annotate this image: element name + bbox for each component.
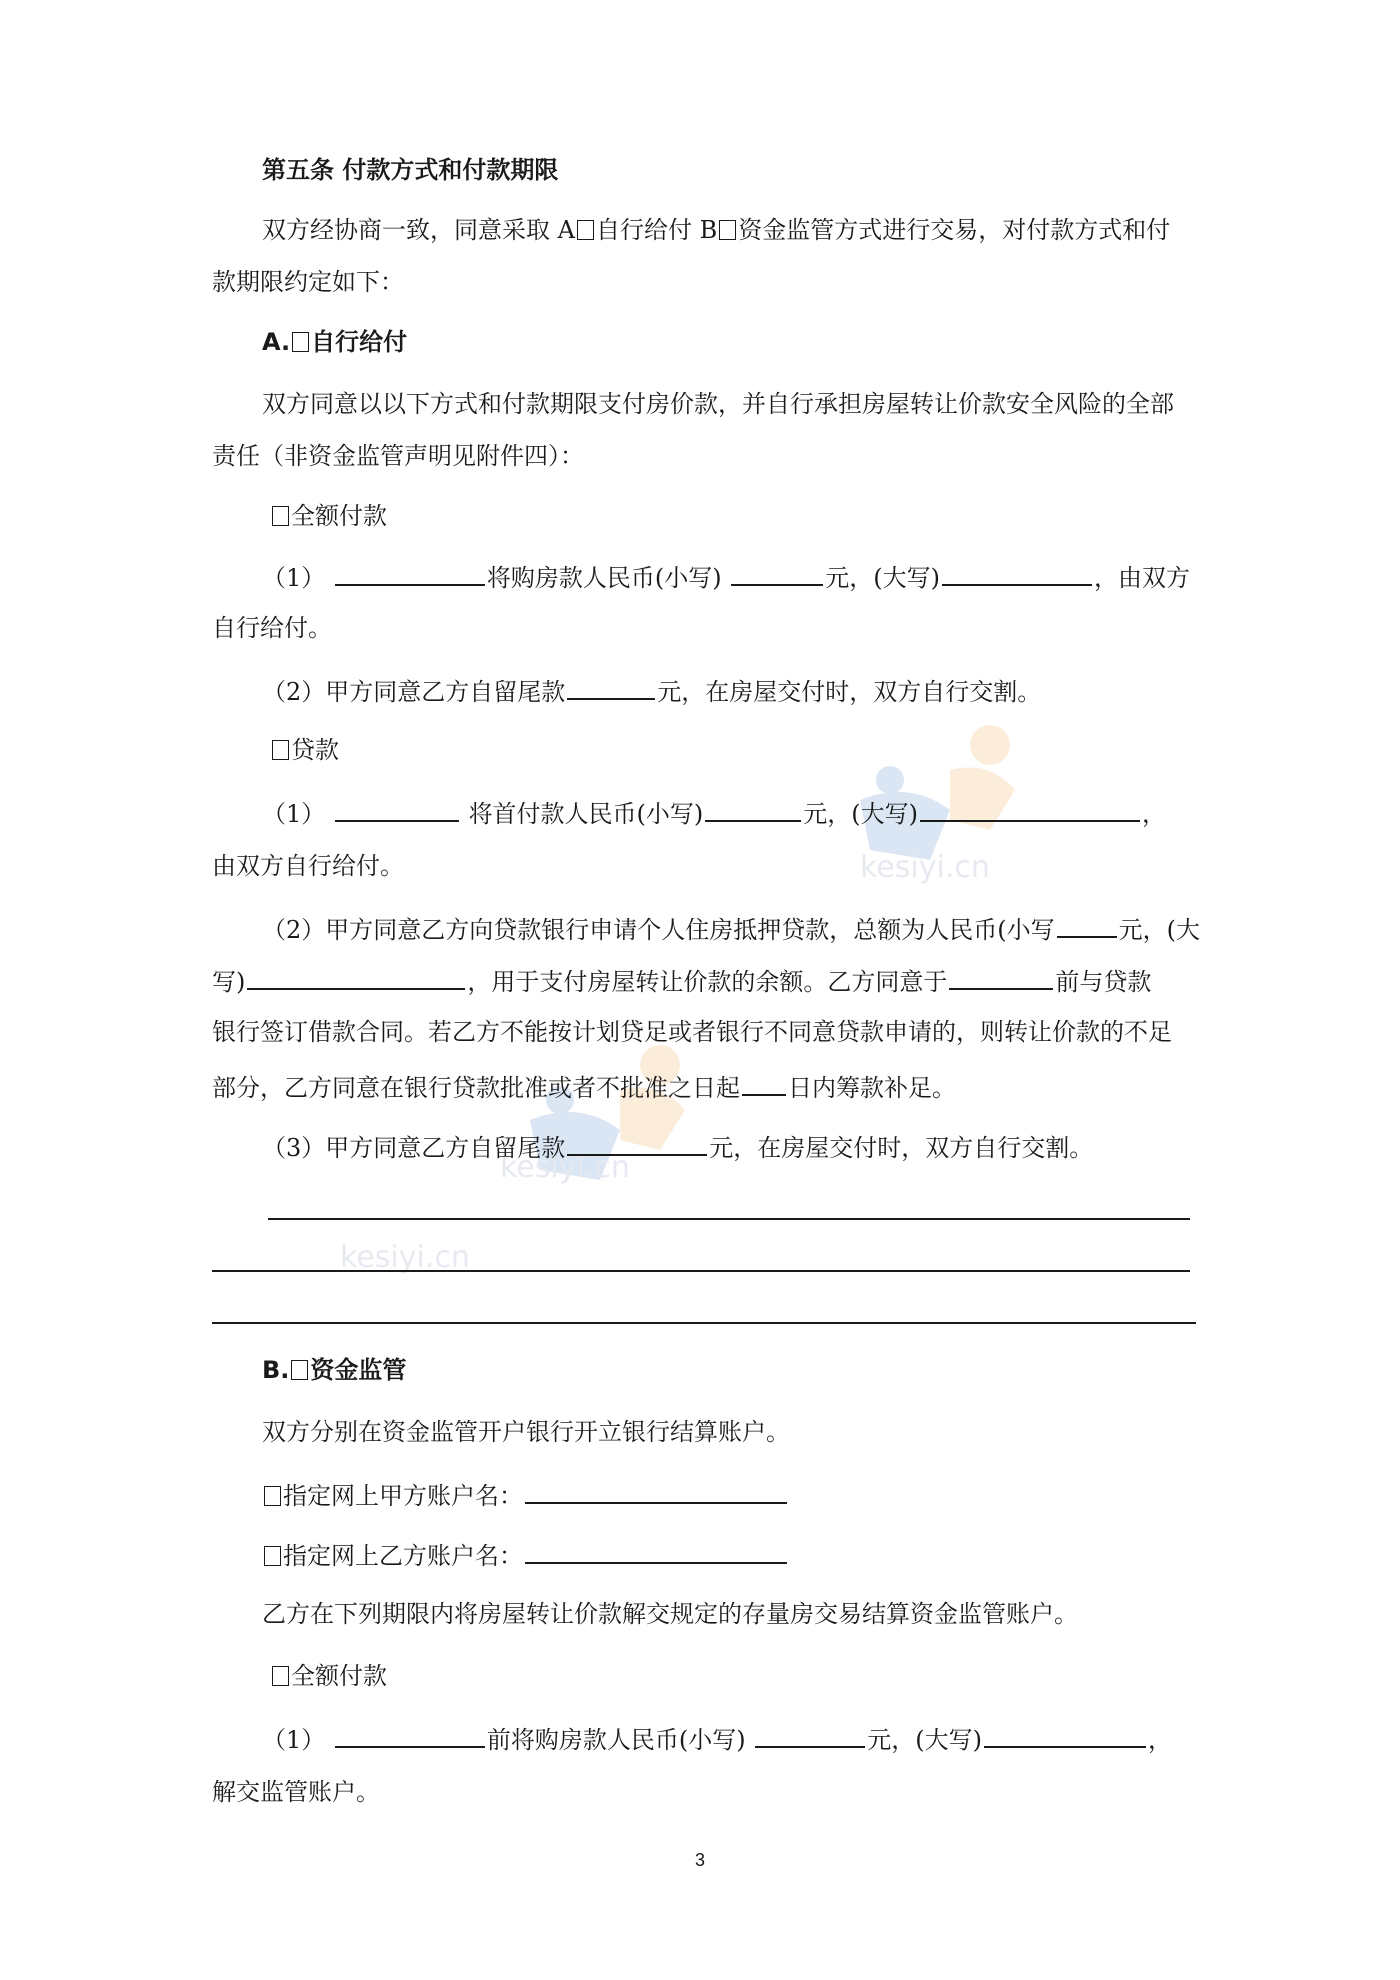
item-text: 写): [212, 968, 246, 996]
amount-lowercase-blank[interactable]: [731, 560, 823, 586]
amount-lowercase-blank[interactable]: [755, 1722, 865, 1748]
section-b-party-a-account: [262, 1478, 789, 1512]
item-number: （1）: [262, 564, 326, 592]
section-b-full-payment-checkbox[interactable]: [272, 1666, 289, 1686]
item-number: （1）: [262, 800, 326, 828]
item-text: （3）甲方同意乙方自留尾款: [262, 1134, 566, 1162]
date-input-blank[interactable]: [335, 796, 459, 822]
section-a-loan-item2-line3: 银行签订借款合同。若乙方不能按计划贷足或者银行不同意贷款申请的，则转让价款的不足: [212, 1018, 1172, 1046]
additional-terms-line-1[interactable]: [268, 1218, 1190, 1220]
article-title: 第五条 付款方式和付款期限: [262, 156, 559, 184]
item-text: 前与贷款: [1055, 968, 1152, 996]
item-text: ，: [1142, 800, 1167, 828]
section-b-deposit-desc: 乙方在下列期限内将房屋转让价款解交规定的存量房交易结算资金监管账户。: [262, 1600, 1078, 1628]
article-intro-line2: 款期限约定如下：: [212, 268, 404, 296]
section-a-full-item2: [262, 674, 1041, 708]
section-a-loan-item2-line2: [212, 964, 1151, 998]
watermark-text-1: kesiyi.cn: [860, 850, 990, 885]
section-a-loan-item1-cont: 由双方自行给付。: [212, 852, 404, 880]
loan-contract-date-blank[interactable]: [949, 964, 1053, 990]
item-text: 将购房款人民币(小写): [486, 564, 722, 592]
section-b-checkbox[interactable]: [291, 1360, 308, 1380]
intro-text-a: 双方经协商一致，同意采取 A: [262, 216, 575, 244]
item-text: （2）甲方同意乙方自留尾款: [262, 678, 566, 706]
section-a-loan-item2-line4: [212, 1070, 956, 1104]
checkbox-a-self-payment[interactable]: [577, 220, 594, 240]
amount-lowercase-blank[interactable]: [705, 796, 801, 822]
party-a-account-blank[interactable]: [525, 1478, 787, 1504]
item-text: （2）甲方同意乙方向贷款银行申请个人住房抵押贷款，总额为人民币(小写: [262, 916, 1055, 944]
party-a-account-checkbox[interactable]: [264, 1486, 281, 1506]
party-b-account-blank[interactable]: [525, 1538, 787, 1564]
runner-logo-icon: [470, 1040, 730, 1210]
section-a-title: [262, 326, 407, 358]
watermark-text-3: kesiyi.cn: [340, 1240, 470, 1275]
section-b-full-payment-label: 全额付款: [291, 1662, 387, 1690]
intro-text-b: 自行给付 B: [595, 216, 718, 244]
section-a-desc-line2: 责任（非资金监管声明见附件四）：: [212, 442, 584, 470]
section-b-title-text: 资金监管: [310, 1356, 407, 1384]
item-text: ，用于支付房屋转让价款的余额。乙方同意于: [467, 968, 948, 996]
section-a-loan-option: [270, 734, 339, 766]
days-blank[interactable]: [742, 1070, 786, 1096]
item-text: ，由双方: [1094, 564, 1191, 592]
item-text: 元，(大写): [867, 1726, 983, 1754]
item-text: 部分，乙方同意在银行贷款批准或者不批准之日起: [212, 1074, 740, 1102]
party-a-account-label: 指定网上甲方账户名：: [283, 1482, 523, 1510]
amount-uppercase-blank[interactable]: [942, 560, 1092, 586]
item-text: 元，(大写): [825, 564, 941, 592]
section-a-loan-item1: [262, 796, 1166, 830]
party-b-account-label: 指定网上乙方账户名：: [283, 1542, 523, 1570]
amount-uppercase-blank[interactable]: [984, 1722, 1146, 1748]
additional-terms-line-2[interactable]: [212, 1270, 1190, 1272]
item-text: 前将购房款人民币(小写): [486, 1726, 746, 1754]
section-b-full-item1: [262, 1722, 1172, 1756]
date-input-blank[interactable]: [335, 1722, 485, 1748]
section-b-prefix: B.: [262, 1356, 290, 1384]
section-b-full-item1-cont: 解交监管账户。: [212, 1778, 380, 1806]
section-a-loan-item3: [262, 1130, 1093, 1164]
loan-amount-lowercase-blank[interactable]: [1057, 912, 1117, 938]
section-a-prefix: A.: [262, 328, 291, 356]
item-text: 元，(大写): [803, 800, 919, 828]
amount-uppercase-blank[interactable]: [920, 796, 1140, 822]
checkbox-b-fund-supervision[interactable]: [719, 220, 736, 240]
item-text: 元，(大: [1118, 916, 1201, 944]
page-number: 3: [694, 1850, 705, 1870]
tail-payment-blank[interactable]: [567, 1130, 707, 1156]
tail-payment-blank[interactable]: [567, 674, 655, 700]
full-payment-label: 全额付款: [291, 502, 387, 530]
watermark-text-2: kesiyi.cn: [500, 1150, 630, 1185]
party-b-account-checkbox[interactable]: [264, 1546, 281, 1566]
date-input-blank[interactable]: [335, 560, 485, 586]
section-a-loan-item2-line1: [262, 912, 1200, 946]
item-text: ，: [1148, 1726, 1173, 1754]
intro-text-c: 资金监管方式进行交易，对付款方式和付: [738, 216, 1171, 244]
loan-amount-uppercase-blank[interactable]: [247, 964, 465, 990]
loan-checkbox[interactable]: [272, 740, 289, 760]
full-payment-checkbox[interactable]: [272, 506, 289, 526]
article-intro-line1: [262, 214, 1170, 246]
section-b-desc: 双方分别在资金监管开户银行开立银行结算账户。: [262, 1418, 790, 1446]
section-b-title: [262, 1354, 406, 1386]
section-b-party-b-account: [262, 1538, 789, 1572]
item-text: 元，在房屋交付时，双方自行交割。: [709, 1134, 1094, 1162]
item-text: 日内筹款补足。: [788, 1074, 956, 1102]
additional-terms-line-3[interactable]: [212, 1322, 1196, 1324]
section-a-checkbox[interactable]: [292, 332, 309, 352]
section-a-full-item1-cont: 自行给付。: [212, 614, 332, 642]
section-a-full-item1: [262, 560, 1190, 594]
section-a-full-payment-option: [270, 500, 387, 532]
item-number: （1）: [262, 1726, 326, 1754]
section-b-full-payment-option: [270, 1660, 387, 1692]
section-a-title-text: 自行给付: [311, 328, 408, 356]
item-text: 将首付款人民币(小写): [468, 800, 704, 828]
watermark-logo-2: [470, 1040, 730, 1210]
loan-label: 贷款: [291, 736, 339, 764]
item-text: 元，在房屋交付时，双方自行交割。: [657, 678, 1042, 706]
section-a-desc-line1: 双方同意以以下方式和付款期限支付房价款，并自行承担房屋转让价款安全风险的全部: [262, 390, 1174, 418]
